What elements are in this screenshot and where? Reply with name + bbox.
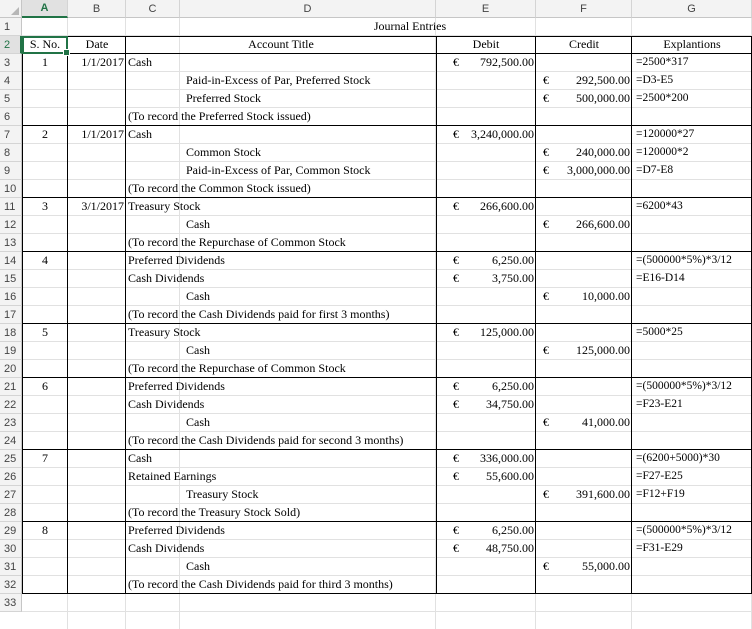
cell-explanation[interactable]: =E16-D14 [636, 272, 685, 284]
cell-debit[interactable]: 3,240,000.00 [471, 127, 534, 141]
cell-sno[interactable]: 8 [42, 523, 48, 537]
cell-account-title[interactable]: (To record the Cash Dividends paid for first 3 months) [128, 307, 390, 321]
cell-debit[interactable]: 266,600.00 [480, 199, 534, 213]
cell-sno[interactable]: 1 [42, 55, 48, 69]
row-header-3[interactable]: 3 [0, 54, 22, 72]
row-header-31[interactable]: 31 [0, 558, 22, 576]
currency-symbol: € [543, 163, 549, 177]
currency-symbol: € [453, 379, 459, 393]
header-debit[interactable]: Debit [472, 37, 500, 51]
cell-date[interactable]: 1/1/2017 [81, 127, 124, 141]
cell-account-title[interactable]: Preferred Dividends [128, 253, 225, 267]
cell-explanation[interactable]: =D3-E5 [636, 74, 674, 86]
cell-account-title[interactable]: Preferred Dividends [128, 379, 225, 393]
cell-sno[interactable]: 5 [42, 325, 48, 339]
select-all-corner[interactable] [0, 0, 22, 18]
table-border [22, 125, 752, 126]
table-border [22, 53, 752, 54]
cell-explanation[interactable]: =2500*200 [636, 92, 689, 104]
currency-symbol: € [543, 217, 549, 231]
cell-explanation[interactable]: =120000*27 [636, 128, 695, 140]
cell-account-title[interactable]: Cash [186, 415, 210, 429]
cell-account-title[interactable]: Cash [186, 289, 210, 303]
header-date[interactable]: Date [85, 37, 109, 51]
row-header-18[interactable]: 18 [0, 324, 22, 342]
column-header-c[interactable]: C [126, 0, 180, 18]
cell-credit[interactable]: 41,000.00 [582, 415, 630, 429]
cell-debit[interactable]: 792,500.00 [480, 55, 534, 69]
cell-explanation[interactable]: =F31-E29 [636, 542, 683, 554]
cell-account-title[interactable]: Treasury Stock [128, 325, 201, 339]
column-header-a[interactable]: A [22, 0, 68, 18]
currency-symbol: € [453, 451, 459, 465]
cell-credit[interactable]: 292,500.00 [576, 73, 630, 87]
row-header-32[interactable]: 32 [0, 576, 22, 594]
cell-account-title[interactable]: Retained Earnings [128, 469, 217, 483]
row-header-26[interactable]: 26 [0, 468, 22, 486]
row-header-8[interactable]: 8 [0, 144, 22, 162]
cell-credit[interactable]: 391,600.00 [576, 487, 630, 501]
cell-debit[interactable]: 336,000.00 [480, 451, 534, 465]
cell-sno[interactable]: 7 [42, 451, 48, 465]
cell-debit[interactable]: 48,750.00 [486, 541, 534, 555]
cell-account-title[interactable]: (To record the Common Stock issued) [128, 181, 311, 195]
cell-account-title[interactable]: Cash Dividends [128, 541, 205, 555]
header-account-title[interactable]: Account Title [248, 37, 314, 51]
cell-explanation[interactable]: =120000*2 [636, 146, 689, 158]
row-header-2[interactable]: 2 [0, 36, 22, 54]
table-border [67, 36, 68, 594]
cell-explanation[interactable]: =5000*25 [636, 326, 683, 338]
row-header-7[interactable]: 7 [0, 126, 22, 144]
currency-symbol: € [543, 289, 549, 303]
table-border [22, 377, 752, 378]
currency-symbol: € [543, 73, 549, 87]
cell-account-title[interactable]: (To record the Cash Dividends paid for second 3 months) [128, 433, 404, 447]
table-border [125, 36, 126, 594]
header-credit[interactable]: Credit [569, 37, 599, 51]
currency-symbol: € [453, 325, 459, 339]
table-border [631, 36, 632, 594]
cell-explanation[interactable]: =(6200+5000)*30 [636, 452, 720, 464]
currency-symbol: € [453, 199, 459, 213]
cell-explanation[interactable]: =2500*317 [636, 56, 689, 68]
row-header-15[interactable]: 15 [0, 270, 22, 288]
cell-account-title[interactable]: Cash Dividends [128, 397, 205, 411]
table-border [22, 593, 752, 594]
table-border [22, 36, 23, 594]
row-header-28[interactable]: 28 [0, 504, 22, 522]
cell-account-title[interactable]: Common Stock [186, 145, 262, 159]
cell-account-title[interactable]: (To record the Repurchase of Common Stock [128, 235, 346, 249]
row-header-14[interactable]: 14 [0, 252, 22, 270]
row-header-29[interactable]: 29 [0, 522, 22, 540]
cell-explanation[interactable]: =F12+F19 [636, 488, 685, 500]
row-header-23[interactable]: 23 [0, 414, 22, 432]
row-header-33[interactable]: 33 [0, 594, 22, 612]
cell-account-title[interactable]: Preferred Dividends [128, 523, 225, 537]
cell-debit[interactable]: 34,750.00 [486, 397, 534, 411]
header-explanations[interactable]: Explantions [663, 37, 721, 51]
row-header-22[interactable]: 22 [0, 396, 22, 414]
cell-explanation[interactable]: =F27-E25 [636, 470, 683, 482]
cell-account-title[interactable]: Treasury Stock [186, 487, 259, 501]
cell-credit[interactable]: 240,000.00 [576, 145, 630, 159]
gridline-horizontal [22, 611, 752, 612]
row-header-30[interactable]: 30 [0, 540, 22, 558]
cell-explanation[interactable]: =(500000*5%)*3/12 [636, 254, 732, 266]
currency-symbol: € [543, 343, 549, 357]
cell-account-title[interactable]: (To record the Preferred Stock issued) [128, 109, 311, 123]
cell-sno[interactable]: 6 [42, 379, 48, 393]
row-header-9[interactable]: 9 [0, 162, 22, 180]
cell-account-title[interactable]: Cash [128, 55, 152, 69]
table-border [22, 36, 752, 37]
cell-account-title[interactable]: (To record the Treasury Stock Sold) [128, 505, 301, 519]
row-header-24[interactable]: 24 [0, 432, 22, 450]
table-border [22, 251, 752, 252]
row-header-25[interactable]: 25 [0, 450, 22, 468]
cell-debit[interactable]: 6,250.00 [492, 253, 534, 267]
cell-account-title[interactable]: Cash [128, 451, 152, 465]
row-header-5[interactable]: 5 [0, 90, 22, 108]
cell-date[interactable]: 3/1/2017 [81, 199, 124, 213]
currency-symbol: € [543, 415, 549, 429]
cell-account-title[interactable]: Paid-in-Excess of Par, Common Stock [186, 163, 371, 177]
cell-account-title[interactable]: Preferred Stock [186, 91, 261, 105]
cell-date[interactable]: 1/1/2017 [81, 55, 124, 69]
table-border [22, 197, 752, 198]
cell-credit[interactable]: 55,000.00 [582, 559, 630, 573]
column-header-d[interactable]: D [180, 0, 436, 18]
active-cell-selection [22, 36, 68, 54]
cell-explanation[interactable]: =D7-E8 [636, 164, 674, 176]
currency-symbol: € [543, 487, 549, 501]
cell-explanation[interactable]: =(500000*5%)*3/12 [636, 524, 732, 536]
cell-account-title[interactable]: Cash [186, 559, 210, 573]
column-header-e[interactable]: E [436, 0, 536, 18]
column-header-g[interactable]: G [632, 0, 752, 18]
currency-symbol: € [453, 253, 459, 267]
cell-account-title[interactable]: Treasury Stock [128, 199, 201, 213]
cell-account-title[interactable]: Cash [128, 127, 152, 141]
cell-debit[interactable]: 6,250.00 [492, 523, 534, 537]
currency-symbol: € [543, 559, 549, 573]
cell-account-title[interactable]: Cash [186, 217, 210, 231]
cell-credit[interactable]: 10,000.00 [582, 289, 630, 303]
cell-debit[interactable]: 55,600.00 [486, 469, 534, 483]
currency-symbol: € [453, 469, 459, 483]
currency-symbol: € [453, 541, 459, 555]
currency-symbol: € [453, 397, 459, 411]
cell-credit[interactable]: 500,000.00 [576, 91, 630, 105]
cell-debit[interactable]: 125,000.00 [480, 325, 534, 339]
table-border [535, 36, 536, 594]
currency-symbol: € [453, 55, 459, 69]
table-border [22, 449, 752, 450]
currency-symbol: € [543, 91, 549, 105]
row-header-4[interactable]: 4 [0, 72, 22, 90]
currency-symbol: € [453, 271, 459, 285]
row-header-13[interactable]: 13 [0, 234, 22, 252]
currency-symbol: € [453, 127, 459, 141]
row-header-12[interactable]: 12 [0, 216, 22, 234]
row-header-27[interactable]: 27 [0, 486, 22, 504]
cell-debit[interactable]: 6,250.00 [492, 379, 534, 393]
cell-account-title[interactable]: Cash [186, 343, 210, 357]
table-border [22, 323, 752, 324]
sheet-title[interactable]: Journal Entries [373, 19, 447, 33]
column-header-f[interactable]: F [536, 0, 632, 18]
row-header-19[interactable]: 19 [0, 342, 22, 360]
column-header-b[interactable]: B [68, 0, 126, 18]
cell-credit[interactable]: 266,600.00 [576, 217, 630, 231]
cell-sno[interactable]: 3 [42, 199, 48, 213]
header-sno[interactable]: S. No. [29, 37, 61, 51]
row-header-16[interactable]: 16 [0, 288, 22, 306]
cell-account-title[interactable]: (To record the Repurchase of Common Stock [128, 361, 346, 375]
table-border [436, 36, 437, 594]
cell-sno[interactable]: 2 [42, 127, 48, 141]
row-header-6[interactable]: 6 [0, 108, 22, 126]
cell-account-title[interactable]: Paid-in-Excess of Par, Preferred Stock [186, 73, 371, 87]
table-border [22, 521, 752, 522]
currency-symbol: € [543, 145, 549, 159]
cell-debit[interactable]: 3,750.00 [492, 271, 534, 285]
row-header-17[interactable]: 17 [0, 306, 22, 324]
currency-symbol: € [453, 523, 459, 537]
row-header-11[interactable]: 11 [0, 198, 22, 216]
row-header-1[interactable]: 1 [0, 18, 22, 36]
cell-sno[interactable]: 4 [42, 253, 48, 267]
row-header-20[interactable]: 20 [0, 360, 22, 378]
row-header-21[interactable]: 21 [0, 378, 22, 396]
cell-account-title[interactable]: Cash Dividends [128, 271, 205, 285]
cell-explanation[interactable]: =F23-E21 [636, 398, 683, 410]
cell-account-title[interactable]: (To record the Cash Dividends paid for third 3 months) [128, 577, 393, 591]
cell-explanation[interactable]: =(500000*5%)*3/12 [636, 380, 732, 392]
cell-explanation[interactable]: =6200*43 [636, 200, 683, 212]
cell-credit[interactable]: 125,000.00 [576, 343, 630, 357]
row-header-10[interactable]: 10 [0, 180, 22, 198]
cell-credit[interactable]: 3,000,000.00 [567, 163, 630, 177]
